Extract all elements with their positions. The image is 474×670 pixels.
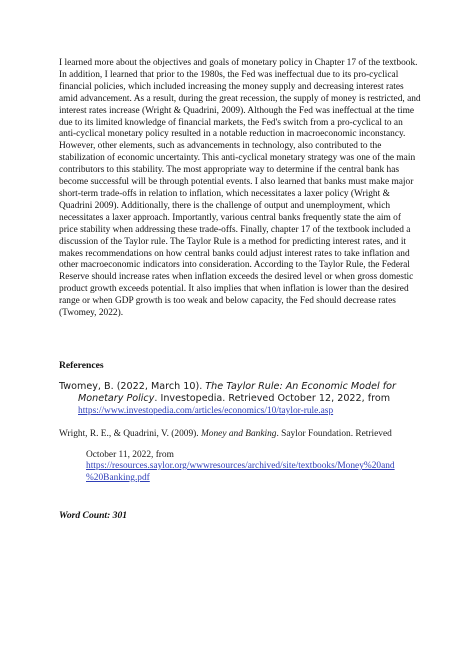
ref2-title: Money and Banking xyxy=(200,429,277,439)
ref1-continuation xyxy=(59,393,429,405)
ref2-first-line xyxy=(59,429,421,441)
ref1-title-cont: Monetary Policy xyxy=(78,393,155,405)
ref2-url-link-line2[interactable]: %20Banking.pdf xyxy=(86,472,150,483)
reference-wright xyxy=(59,429,421,484)
references-heading: References xyxy=(59,360,104,371)
ref1-url-link[interactable]: https://www.investopedia.com/articles/economics/10/taylor-rule.asp xyxy=(78,405,334,416)
ref2-source: . Saylor Foundation. Retrieved xyxy=(276,429,392,439)
body-paragraph: I learned more about the objectives and goals of monetary policy in Chapter 17 of the textbook. In addition, I learned that prior to the 1980s, the Fed was ineffectual due to its pro-cyclical financial policies, which included increasing the money supply and decreasing interest rates amid advancement. As a result, during the great recession, the supply of money is restricted, and interest rates increase (Wright & Quadrini, 2009). Although the Fed was ineffectual at the time due to its limited knowledge of financial markets, the Fed's switch from a pro-cyclical to an anti-cyclical monetary policy resulted in a notable reduction in macroeconomic inconstancy. However, other elements, such as advancements in technology, also contributed to the stabilization of economic uncertainty. This anti-cyclical monetary strategy was one of the main contributors to this stability. The most appropriate way to determine if the central bank has become successful will be through potential events. I also learned that banks must make major short-term trade-offs in relation to inflation, which necessitates a laxer policy (Wright & Quadrini 2009). Additionally, there is the challenge of output and unemployment, which necessitates a laxer approach. Importantly, various central banks frequently state the aim of price stability when addressing these trade-offs. Finally, chapter 17 of the textbook included a discussion of the Taylor rule. The Taylor Rule is a method for predicting interest rates, and it makes recommendations on how central banks could adjust interest rates to take inflation and other macroeconomic indicators into consideration. According to the Taylor Rule, the Federal Reserve should increase rates when inflation exceeds the desired level or when gross domestic product growth exceeds potential. It also implies that when inflation is lower than the desired range or when GDP growth is too weak and below capacity, the Fed should decrease rates (Twomey, 2022). xyxy=(59,58,421,319)
ref1-title: The Taylor Rule: An Economic Model for xyxy=(205,381,396,392)
ref2-indented-block xyxy=(59,450,421,485)
word-count: Word Count: 301 xyxy=(59,510,128,521)
ref1-link-line xyxy=(59,406,429,418)
ref2-url-link-line1[interactable]: https://resources.saylor.org/wwwresources/archived/site/textbooks/Money%20and xyxy=(86,461,395,471)
reference-twomey xyxy=(59,381,429,417)
ref2-retrieved: October 11, 2022, from xyxy=(86,449,174,460)
ref2-authors: Wright, R. E., & Quadrini, V. (2009). xyxy=(59,429,201,439)
ref1-authors: Twomey, B. (2022, March 10). xyxy=(59,381,206,392)
ref1-source: . Investopedia. Retrieved October 12, 2022, from xyxy=(154,393,391,405)
